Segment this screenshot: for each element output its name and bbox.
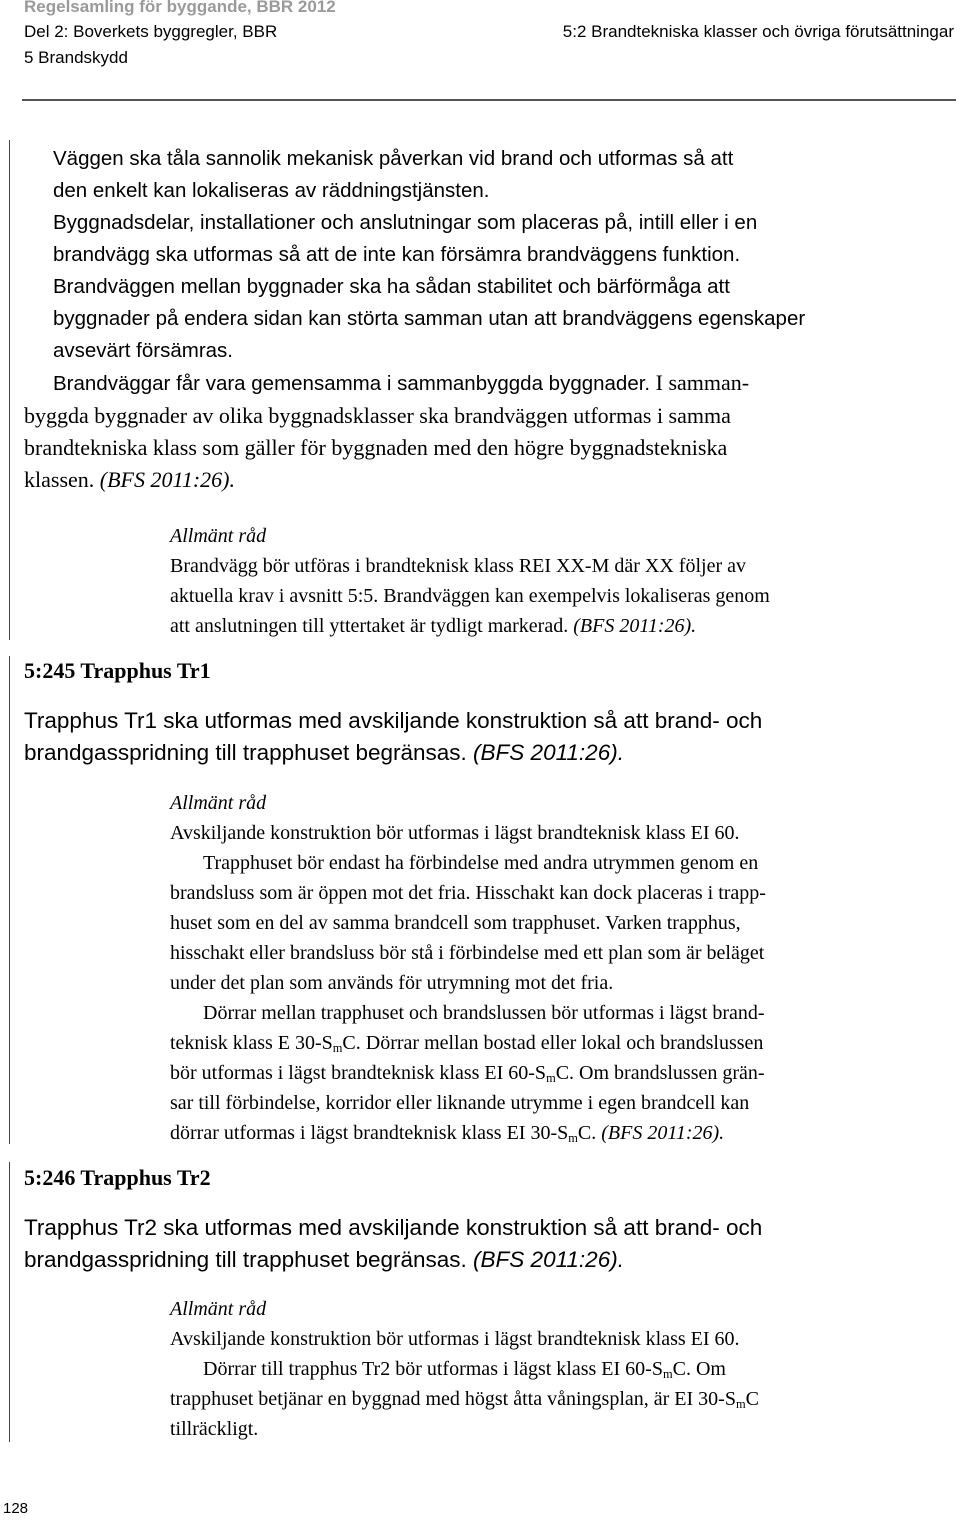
bfs-reference: (BFS 2011:26). [573, 615, 697, 637]
bfs-reference: (BFS 2011:26). [473, 740, 624, 765]
header-divider [22, 99, 956, 101]
section-heading-5-246: 5:246 Trapphus Tr2 [24, 1165, 211, 1190]
change-bar [9, 656, 10, 1144]
general-advice-tr2 [170, 1294, 960, 1444]
header-section: 5:2 Brandtekniska klasser och övriga förutsättningar [562, 22, 954, 41]
paragraph: Väggen ska tåla sannolik mekanisk påverkan vid brand och utformas så att den enkelt kan lokaliseras av räddningstjänsten. [53, 147, 734, 202]
bfs-reference: (BFS 2011:26). [473, 1247, 624, 1272]
general-advice-tr1 [170, 788, 960, 1148]
paragraph: Trapphus Tr2 ska utformas med avskiljande konstruktion så att brand- och brandgasspridning till trapphuset begränsas. (BFS 2011:26). [24, 1215, 763, 1272]
header-chapter: 5 Brandskydd [24, 48, 128, 67]
advice-text: Trapphuset bör endast ha förbindelse med andra utrymmen genom en brandsluss som är öppen mot det fria. Hisschakt kan dock placeras i trapp- huset som en del av samma brandcell som trapphuset. Varken trapphus, hisschakt eller brandsluss bör stå i förbindelse med ett plan som är beläget under det plan som används för utrymning mot det fria. [170, 852, 766, 994]
advice-label: Allmänt råd [170, 1298, 267, 1320]
advice-text: Brandvägg bör utföras i brandteknisk klass REI XX-M där XX följer av aktuella krav i avsnitt 5:5. Brandväggen kan exempelvis lokaliseras genom att anslutningen till yttertaket är tydligt markerad. (BFS 2011:26). [170, 555, 770, 637]
header-part: Del 2: Boverkets byggregler, BBR [24, 22, 278, 41]
section-heading-5-245: 5:245 Trapphus Tr1 [24, 658, 211, 683]
change-bar [9, 140, 10, 640]
advice-text: Avskiljande konstruktion bör utformas i lägst brandteknisk klass EI 60. [170, 822, 740, 844]
advice-text: Dörrar mellan trapphuset och brandslussen bör utformas i lägst brand- teknisk klass E $30-S_mC$. Dörrar mellan bostad eller lokal och brandslussen bör utformas i lägst brandteknisk klass EI $60-S_mC$. Om brandslussen grän- sar till förbindelse, korridor eller liknande utrymme i egen brandcell kan dörrar utformas i lägst brandteknisk klass EI $30-S_mC$. (BFS 2011:26). [170, 1002, 765, 1146]
advice-label: Allmänt råd [170, 525, 267, 547]
paragraph: Trapphus Tr1 ska utformas med avskiljande konstruktion så att brand- och brandgasspridning till trapphuset begränsas. (BFS 2011:26). [24, 708, 763, 765]
document-title: Regelsamling för byggande, BBR 2012 [24, 0, 336, 16]
regulation-text-firewall [24, 143, 960, 496]
paragraph: Brandväggar får vara gemensamma i sammanbyggda byggnader. I samman- byggda byggnader av olika byggnadsklasser ska brandväggen utformas i samma brandtekniska klass som gäller för byggnaden med den högre byggnadstekniska klassen. (BFS 2011:26). [24, 370, 750, 492]
regulation-text-tr2 [24, 1212, 960, 1276]
advice-label: Allmänt råd [170, 792, 267, 814]
advice-text: Dörrar till trapphus Tr2 bör utformas i lägst klass EI $60-S_mC$. Om trapphuset betjänar en byggnad med högst åtta våningsplan, är EI $30-S_mC$ tillräckligt. [170, 1358, 759, 1440]
paragraph: Brandväggen mellan byggnader ska ha sådan stabilitet och bärförmåga att byggnader på endera sidan kan störta samman utan att brandväggens egenskaper avsevärt försämras. [53, 275, 806, 362]
bfs-reference: (BFS 2011:26). [99, 467, 235, 492]
general-advice-firewall [170, 521, 960, 641]
advice-text: Avskiljande konstruktion bör utformas i lägst brandteknisk klass EI 60. [170, 1328, 740, 1350]
change-bar [9, 1162, 10, 1442]
paragraph: Byggnadsdelar, installationer och anslutningar som placeras på, intill eller i en brandvägg ska utformas så att de inte kan försämra brandväggens funktion. [53, 211, 758, 266]
bfs-reference: (BFS 2011:26). [601, 1122, 725, 1144]
regulation-text-tr1 [24, 705, 960, 769]
page-number: 128 [3, 1500, 29, 1517]
